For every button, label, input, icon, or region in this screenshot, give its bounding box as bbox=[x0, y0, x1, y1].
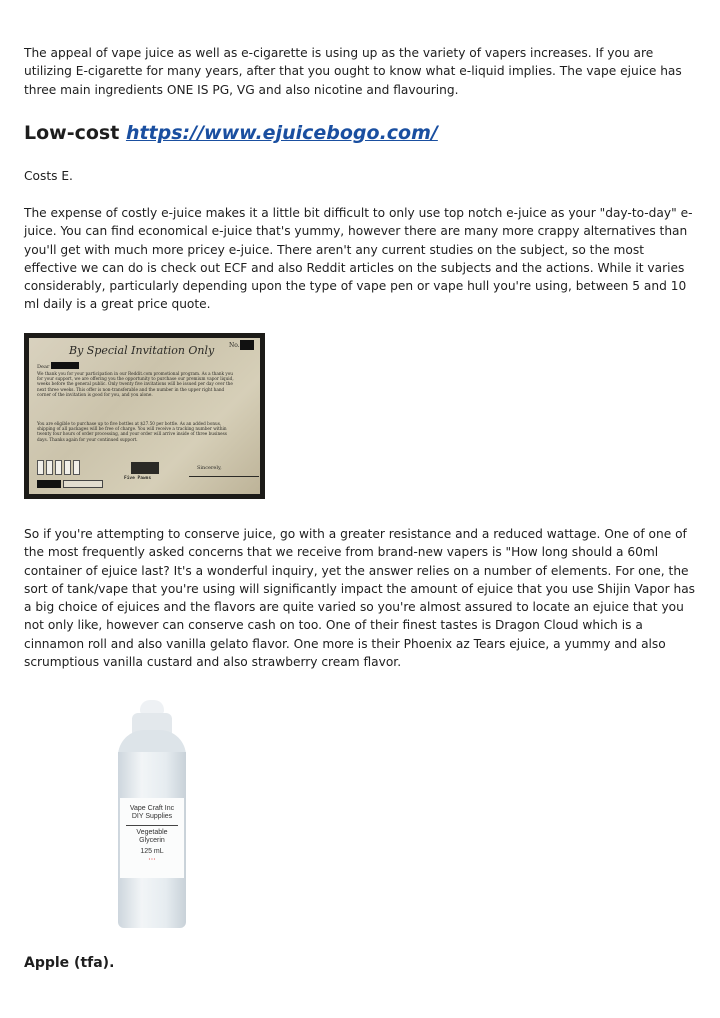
ejuicebogo-link[interactable]: https://www.ejuicebogo.com/ bbox=[125, 122, 438, 144]
costs-paragraph: Costs E. bbox=[24, 169, 73, 183]
invitation-title: By Special Invitation Only bbox=[69, 344, 215, 357]
redacted-number bbox=[240, 340, 254, 350]
intro-paragraph: The appeal of vape juice as well as e-cigarette is using up as the variety of vapers increases. If you are utilizing E-cigarette for many years, after that you ought to know what e-liquid implies. The vape ejuice has three main ingredients ONE IS PG, VG and also nicotine and flavouring. bbox=[24, 46, 682, 97]
redacted-name bbox=[51, 362, 79, 369]
expense-paragraph: The expense of costly e-juice makes it a little bit difficult to only use top notch e-juice as your "day-to-day" e-juice. You can find economical e-juice that's yummy, however there are many more crappy alternatives than you'll get with much more pricey e-juice. There aren't any current studies on the subject, so the most effective we can do is check out ECF and also Reddit articles on the subjects and the actions. While it varies considerably, particularly depending upon the type of vape pen or vape hull you're using, between 5 and 10 ml daily is a great price quote. bbox=[24, 206, 693, 312]
invitation-body-2: You are eligible to purchase up to five bottles at $27.50 per bottle. As an added bonus, shipping of all packages will be free of charge. You will receive a tracking number within twenty four hours of order processing, and your order will arrive inside of three business days. Thanks again for your continued support. bbox=[37, 421, 227, 442]
label-glycerin: Glycerin bbox=[139, 837, 165, 844]
section-heading-apple: Apple (tfa). bbox=[24, 955, 115, 971]
glycerin-bottle-image bbox=[110, 700, 194, 928]
bottles-illustration bbox=[37, 460, 89, 476]
label-supplies: DIY Supplies bbox=[131, 813, 173, 820]
conserve-juice-paragraph: So if you're attempting to conserve juice, go with a greater resistance and a reduced wattage. One of one of the most frequently asked concerns that we receive from brand-new vapers is "How long should a 60ml container of ejuice last? It's a wonderful inquiry, yet the answer relies on a number of elements. For one, the sort of tank/vape that you're using will significantly impact the amount of ejuice that you use Shijin Vapor has a big choice of ejuices and the flavors are quite varied so you're almost assured to locate an ejuice that you not only like, however can conserve cash on too. One of their finest tastes is Dragon Cloud which is a cinnamon roll and also vanilla gelato flavor. One more is their Phoenix az Tears ejuice, a yummy and also scrumptious vanilla custard and also strawberry cream flavor. bbox=[24, 527, 696, 670]
brand-name: Five Pawns bbox=[124, 476, 152, 481]
redacted-code bbox=[37, 480, 61, 488]
heading-prefix: Low-cost bbox=[24, 122, 120, 144]
invitation-dear: Dear bbox=[37, 364, 50, 370]
code-box bbox=[63, 480, 103, 488]
label-divider bbox=[126, 825, 178, 826]
invitation-paper bbox=[29, 338, 260, 494]
label-fine-print: • • • bbox=[148, 856, 156, 861]
bottle-label bbox=[120, 798, 184, 878]
signature-line bbox=[189, 476, 259, 477]
label-volume: 125 mL bbox=[140, 848, 164, 855]
section-heading-low-cost bbox=[24, 120, 438, 146]
bottle-cap bbox=[140, 700, 164, 714]
invitation-body-1: We thank you for your participation in our Reddit.com promotional program. As a thank you for your support, we are offering you the opportunity to purchase our premium vapor liquid, weeks before the general public. Only twenty five invitations will be issued per day over the next three weeks. This offer is non-transferable and the number in the upper right hand corner of the invitation is good for you, and you alone. bbox=[37, 371, 234, 397]
chess-pieces-illustration bbox=[131, 462, 159, 474]
invitation-sincerely: Sincerely, bbox=[197, 465, 222, 471]
invitation-number-label: No. bbox=[229, 342, 240, 349]
label-brand: Vape Craft Inc bbox=[129, 805, 175, 812]
invitation-image bbox=[24, 333, 265, 499]
label-vegetable: Vegetable bbox=[136, 829, 168, 836]
